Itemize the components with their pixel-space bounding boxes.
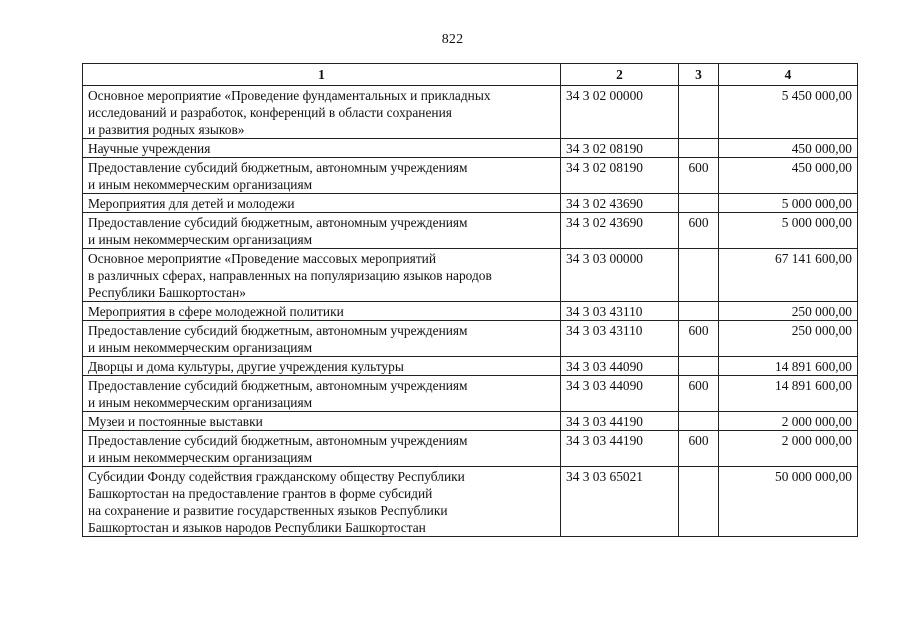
table-row bbox=[83, 412, 858, 431]
row-amount: 5 000 000,00 bbox=[719, 194, 858, 213]
row-code: 34 3 02 43690 bbox=[561, 213, 679, 249]
row-amount: 5 450 000,00 bbox=[719, 86, 858, 139]
row-name: Предоставление субсидий бюджетным, автономным учреждениям и иным некоммерческим организациям bbox=[83, 376, 561, 412]
column-header-name: 1 bbox=[83, 64, 561, 86]
row-code: 34 3 02 43690 bbox=[561, 194, 679, 213]
table-row bbox=[83, 302, 858, 321]
row-amount: 5 000 000,00 bbox=[719, 213, 858, 249]
table-row bbox=[83, 139, 858, 158]
row-type bbox=[679, 412, 719, 431]
row-name: Субсидии Фонду содействия гражданскому обществу Республики Башкортостан на предоставление грантов в форме субсидий на сохранение и развитие государственных языков Республики Башкортостан и языков народов Республики Башкортостан bbox=[83, 467, 561, 537]
row-code: 34 3 02 08190 bbox=[561, 139, 679, 158]
row-code: 34 3 03 44090 bbox=[561, 376, 679, 412]
row-type bbox=[679, 139, 719, 158]
row-name: Мероприятия для детей и молодежи bbox=[83, 194, 561, 213]
row-amount: 67 141 600,00 bbox=[719, 249, 858, 302]
row-code: 34 3 02 00000 bbox=[561, 86, 679, 139]
table-row bbox=[83, 86, 858, 139]
row-type bbox=[679, 86, 719, 139]
row-type: 600 bbox=[679, 213, 719, 249]
table-row bbox=[83, 213, 858, 249]
row-amount: 14 891 600,00 bbox=[719, 376, 858, 412]
table-header-row bbox=[83, 64, 858, 86]
row-name: Предоставление субсидий бюджетным, автономным учреждениям и иным некоммерческим организациям bbox=[83, 158, 561, 194]
row-type bbox=[679, 302, 719, 321]
row-amount: 14 891 600,00 bbox=[719, 357, 858, 376]
row-type bbox=[679, 194, 719, 213]
row-code: 34 3 03 43110 bbox=[561, 321, 679, 357]
row-type: 600 bbox=[679, 158, 719, 194]
row-amount: 50 000 000,00 bbox=[719, 467, 858, 537]
column-header-amount: 4 bbox=[719, 64, 858, 86]
table-row bbox=[83, 467, 858, 537]
page-number: 822 bbox=[441, 32, 464, 47]
row-code: 34 3 03 44190 bbox=[561, 431, 679, 467]
row-name: Музеи и постоянные выставки bbox=[83, 412, 561, 431]
column-header-code: 2 bbox=[561, 64, 679, 86]
row-name: Научные учреждения bbox=[83, 139, 561, 158]
row-name: Основное мероприятие «Проведение фундаментальных и прикладных исследований и разработок, конференций в области сохранения и развития родных языков» bbox=[83, 86, 561, 139]
row-amount: 250 000,00 bbox=[719, 302, 858, 321]
row-type bbox=[679, 467, 719, 537]
row-amount: 2 000 000,00 bbox=[719, 412, 858, 431]
row-code: 34 3 03 44090 bbox=[561, 357, 679, 376]
row-name: Дворцы и дома культуры, другие учреждения культуры bbox=[83, 357, 561, 376]
row-code: 34 3 03 44190 bbox=[561, 412, 679, 431]
budget-table bbox=[82, 63, 858, 537]
table-row bbox=[83, 357, 858, 376]
row-amount: 450 000,00 bbox=[719, 158, 858, 194]
column-header-type: 3 bbox=[679, 64, 719, 86]
table-row bbox=[83, 158, 858, 194]
row-name: Мероприятия в сфере молодежной политики bbox=[83, 302, 561, 321]
row-type bbox=[679, 249, 719, 302]
row-name: Предоставление субсидий бюджетным, автономным учреждениям и иным некоммерческим организациям bbox=[83, 321, 561, 357]
row-type: 600 bbox=[679, 431, 719, 467]
row-code: 34 3 02 08190 bbox=[561, 158, 679, 194]
row-type bbox=[679, 357, 719, 376]
row-amount: 250 000,00 bbox=[719, 321, 858, 357]
row-name: Предоставление субсидий бюджетным, автономным учреждениям и иным некоммерческим организациям bbox=[83, 431, 561, 467]
table-row bbox=[83, 249, 858, 302]
row-amount: 450 000,00 bbox=[719, 139, 858, 158]
table-row bbox=[83, 376, 858, 412]
row-code: 34 3 03 00000 bbox=[561, 249, 679, 302]
row-type: 600 bbox=[679, 376, 719, 412]
table-row bbox=[83, 321, 858, 357]
row-code: 34 3 03 65021 bbox=[561, 467, 679, 537]
row-type: 600 bbox=[679, 321, 719, 357]
row-amount: 2 000 000,00 bbox=[719, 431, 858, 467]
row-name: Предоставление субсидий бюджетным, автономным учреждениям и иным некоммерческим организациям bbox=[83, 213, 561, 249]
table-row bbox=[83, 194, 858, 213]
row-name: Основное мероприятие «Проведение массовых мероприятий в различных сферах, направленных на популяризацию языков народов Республики Башкортостан» bbox=[83, 249, 561, 302]
table-row bbox=[83, 431, 858, 467]
row-code: 34 3 03 43110 bbox=[561, 302, 679, 321]
